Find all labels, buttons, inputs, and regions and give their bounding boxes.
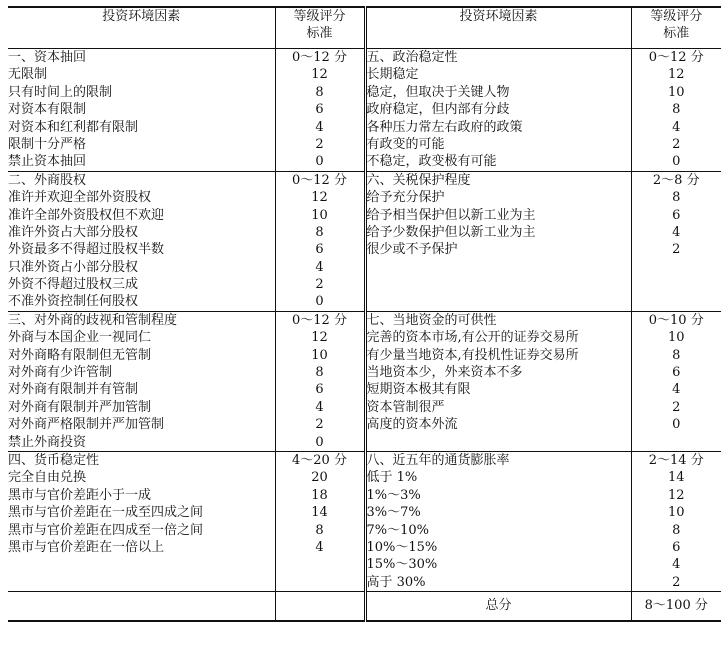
- factor-cell: [365, 171, 631, 311]
- factor-item: 对外商严格限制并严加管制: [8, 417, 165, 433]
- factor-item: 对资本和红利都有限制: [8, 119, 139, 135]
- score-value: 12: [311, 330, 328, 346]
- factor-item: 给予充分保护: [366, 190, 445, 206]
- score-value: 4: [315, 399, 324, 415]
- factor-item: 对外商有限制并严加管制: [8, 399, 152, 415]
- score-value: 8: [315, 522, 324, 538]
- factor-item: 限制十分严格: [8, 136, 87, 152]
- factor-cell: [8, 171, 275, 311]
- factor-item: 只有时间上的限制: [8, 84, 113, 100]
- total-value: 8～100 分: [631, 592, 721, 622]
- empty-cell: [275, 592, 365, 622]
- factor-heading: 五、政治稳定性: [366, 50, 458, 65]
- score-range: 0～12 分: [292, 172, 347, 188]
- score-cell: [275, 171, 365, 311]
- score-value: 10: [667, 330, 685, 346]
- score-value: 6: [672, 365, 681, 381]
- group-row: [8, 311, 721, 451]
- factor-item: 各种压力常左右政府的政策: [366, 119, 523, 135]
- factor-item: 完善的资本市场,有公开的证券交易所: [366, 330, 579, 346]
- factor-item: 1%～3%: [366, 487, 421, 503]
- factor-item: 15%～30%: [366, 557, 438, 573]
- group-row: [8, 171, 721, 311]
- factor-item: 资本管制很严: [366, 399, 445, 415]
- score-range: 0～10 分: [648, 312, 704, 328]
- factor-item: 稳定，但取决于关键人物: [366, 84, 510, 100]
- factor-item: 黑市与官价差距在四成至一倍之间: [8, 522, 204, 538]
- group-row: [8, 451, 721, 591]
- score-cell: [631, 451, 721, 591]
- score-value: 0: [672, 417, 681, 433]
- factor-item: 外商与本国企业一视同仁: [8, 330, 152, 346]
- score-value: 4: [315, 539, 324, 555]
- score-value: 14: [667, 470, 685, 486]
- score-value: 2: [672, 399, 681, 415]
- score-value: 0: [672, 154, 681, 170]
- score-value: 4: [315, 119, 324, 135]
- factor-heading: 七、当地资金的可供性: [366, 312, 497, 328]
- score-value: 8: [672, 190, 681, 206]
- score-value: 6: [672, 207, 681, 223]
- score-value: 4: [672, 119, 681, 135]
- score-value: 12: [311, 190, 328, 206]
- score-value: 6: [672, 539, 681, 555]
- header-row: [8, 7, 721, 49]
- factor-item: 黑市与官价差距小于一成: [8, 487, 152, 503]
- factor-item: 准许外资占大部分股权: [8, 224, 139, 240]
- left-score-header: 等级评分 标准: [275, 7, 365, 49]
- score-value: 10: [667, 505, 685, 521]
- score-value: 4: [672, 382, 681, 398]
- factor-item: 对外商有限制并有管制: [8, 382, 139, 398]
- total-row: [8, 592, 721, 622]
- factor-item: 黑市与官价差距在一倍以上: [8, 539, 165, 555]
- score-cell: [631, 171, 721, 311]
- factor-item: 禁止外商投资: [8, 434, 87, 450]
- score-value: 2: [672, 574, 681, 590]
- score-value: 20: [311, 470, 328, 486]
- score-value: 8: [315, 84, 324, 100]
- score-value: 6: [315, 382, 324, 398]
- investment-environment-table: [8, 6, 721, 622]
- factor-heading: 三、对外商的歧视和管制程度: [8, 312, 178, 328]
- score-value: 8: [315, 224, 324, 240]
- score-value: 10: [667, 84, 685, 100]
- score-value: 2: [315, 417, 324, 433]
- factor-item: 高于 30%: [366, 574, 426, 590]
- factor-cell: [8, 49, 275, 172]
- factor-item: 长期稳定: [366, 67, 419, 83]
- factor-cell: [365, 311, 631, 451]
- evaluation-table-container: [8, 6, 721, 656]
- factor-item: 对外商有少许管制: [8, 365, 113, 381]
- total-label: 总分: [365, 592, 631, 622]
- factor-item: 低于 1%: [366, 470, 418, 486]
- score-range: 2～8 分: [652, 172, 700, 188]
- score-value: 12: [667, 67, 685, 83]
- factor-item: 给予相当保护但以新工业为主: [366, 207, 536, 223]
- factor-item: 有少量当地资本,有投机性证券交易所: [366, 347, 579, 363]
- score-value: 0: [315, 434, 324, 450]
- score-value: 4: [315, 259, 324, 275]
- score-range: 2～14 分: [648, 452, 704, 468]
- score-value: 10: [311, 207, 328, 223]
- factor-heading: 四、货币稳定性: [8, 452, 100, 468]
- factor-item: 对资本有限制: [8, 102, 87, 118]
- factor-item: 黑市与官价差距在一成至四成之间: [8, 505, 204, 521]
- right-score-header: 等级评分 标准: [631, 7, 721, 49]
- score-value: 8: [672, 102, 681, 118]
- score-value: 8: [672, 522, 681, 538]
- factor-item: 短期资本极其有限: [366, 382, 471, 398]
- score-value: 2: [672, 242, 681, 258]
- empty-cell: [8, 592, 275, 622]
- right-factor-header: 投资环境因素: [365, 7, 631, 49]
- factor-item: 不准外资控制任何股权: [8, 294, 139, 310]
- factor-cell: [8, 311, 275, 451]
- score-value: 12: [311, 67, 328, 83]
- factor-item: 外资最多不得超过股权半数: [8, 242, 165, 258]
- score-value: 6: [315, 102, 324, 118]
- factor-item: 准许全部外资股权但不欢迎: [8, 207, 165, 223]
- score-value: 6: [315, 242, 324, 258]
- score-value: 8: [315, 365, 324, 381]
- factor-item: 高度的资本外流: [366, 417, 458, 433]
- factor-item: 无限制: [8, 67, 48, 83]
- factor-item: 完全自由兑换: [8, 470, 87, 486]
- factor-item: 禁止资本抽回: [8, 154, 87, 170]
- score-range: 0～12 分: [292, 312, 347, 328]
- score-range: 4～20 分: [292, 452, 347, 468]
- score-value: 0: [315, 154, 324, 170]
- factor-heading: 一、资本抽回: [8, 50, 87, 65]
- score-value: 2: [672, 136, 681, 152]
- score-value: 12: [667, 487, 685, 503]
- left-factor-header: 投资环境因素: [8, 7, 275, 49]
- factor-item: 当地资本少，外来资本不多: [366, 365, 523, 381]
- score-value: 2: [315, 136, 324, 152]
- score-cell: [631, 49, 721, 172]
- factor-heading: 八、近五年的通货膨胀率: [366, 452, 510, 468]
- score-range: 0～12 分: [648, 50, 704, 65]
- factor-item: 10%～15%: [366, 539, 438, 555]
- factor-item: 对外商略有限制但无管制: [8, 347, 152, 363]
- factor-heading: 六、关税保护程度: [366, 172, 471, 188]
- factor-item: 不稳定，政变极有可能: [366, 154, 497, 170]
- score-cell: [631, 311, 721, 451]
- factor-item: 只准外资占小部分股权: [8, 259, 139, 275]
- factor-cell: [365, 451, 631, 591]
- factor-item: 给予少数保护但以新工业为主: [366, 224, 536, 240]
- score-value: 10: [311, 347, 328, 363]
- score-value: 14: [311, 505, 328, 521]
- group-row: [8, 49, 721, 172]
- factor-item: 准许并欢迎全部外资股权: [8, 190, 152, 206]
- factor-item: 政府稳定，但内部有分歧: [366, 102, 510, 118]
- score-cell: [275, 451, 365, 591]
- score-value: 18: [311, 487, 328, 503]
- score-range: 0～12 分: [292, 50, 347, 65]
- score-value: 4: [672, 224, 681, 240]
- score-value: 2: [315, 277, 324, 293]
- factor-item: 7%～10%: [366, 522, 430, 538]
- score-value: 4: [672, 557, 681, 573]
- factor-heading: 二、外商股权: [8, 172, 87, 188]
- factor-item: 3%～7%: [366, 505, 421, 521]
- score-value: 8: [672, 347, 681, 363]
- score-cell: [275, 311, 365, 451]
- factor-item: 外资不得超过股权三成: [8, 277, 139, 293]
- factor-item: 很少或不予保护: [366, 242, 458, 258]
- factor-item: 有政变的可能: [366, 136, 445, 152]
- factor-cell: [8, 451, 275, 591]
- score-cell: [275, 49, 365, 172]
- factor-cell: [365, 49, 631, 172]
- score-value: 0: [315, 294, 324, 310]
